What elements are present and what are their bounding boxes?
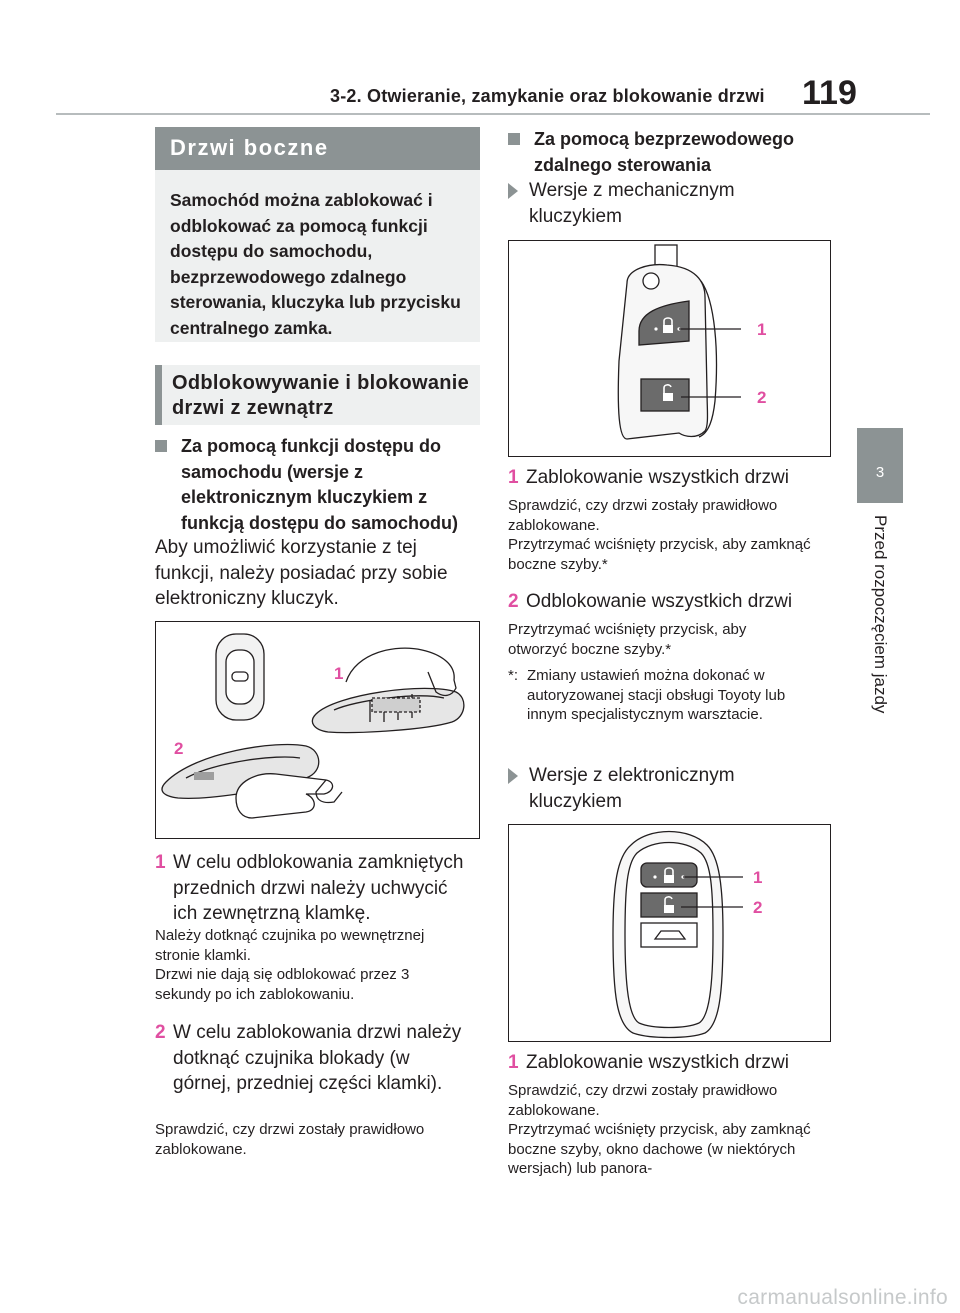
triangle-bullet-icon	[508, 183, 518, 199]
electronic-key-illustration	[509, 825, 830, 1041]
callout-2: 2	[174, 739, 184, 758]
mech-item-1	[508, 465, 833, 491]
elec-item-1	[508, 1050, 833, 1076]
bullet-heading-keyless: Za pomocą funkcji dostępu do samochodu (wersje z elektronicznym kluczykiem z funkcją dostępu do samochodu)	[155, 434, 480, 536]
watermark: carmanualsonline.info	[737, 1286, 948, 1309]
mechanical-key-illustration	[509, 241, 830, 456]
electronic-key-figure	[508, 824, 831, 1042]
callout-2: 2	[753, 898, 763, 917]
footnote	[508, 666, 833, 725]
callout-1: 1	[757, 320, 767, 339]
intro-box	[155, 170, 480, 342]
callout-2: 2	[757, 388, 767, 407]
step-number: 1	[508, 1052, 519, 1073]
subsection-title-text: Odblokowywanie i blokowanie drzwi z zewnątrz	[172, 372, 470, 419]
step-text: Zablokowanie wszystkich drzwi	[526, 467, 789, 488]
callout-1: 1	[753, 868, 763, 887]
footnote-mark: *:	[508, 667, 519, 684]
step-note: Sprawdzić, czy drzwi zostały prawidłowo zablokowane. Przytrzymać wciśnięty przycisk, aby zamknąć boczne szyby, okno dachowe (w niektórych wersjach) lub panora-	[508, 1082, 811, 1177]
step-text: W celu zablokowania drzwi należy dotknąć czujnika blokady (w górnej, przedniej części klamki).	[173, 1022, 462, 1094]
step-note: Sprawdzić, czy drzwi zostały prawidłowo zablokowane. Przytrzymać wciśnięty przycisk, aby zamknąć boczne szyby.*	[508, 497, 811, 573]
step-text: Odblokowanie wszystkich drzwi	[526, 591, 793, 612]
subsection-bar	[155, 365, 162, 425]
door-handle-figure	[155, 621, 480, 839]
step-text: W celu odblokowania zamkniętych przednich drzwi należy uchwycić ich zewnętrzną klamkę.	[173, 852, 464, 924]
header-divider	[56, 113, 930, 115]
step-number: 1	[508, 467, 519, 488]
subsection-title	[155, 365, 480, 425]
step-note: Należy dotknąć czujnika po wewnętrznej stronie klamki. Drzwi nie dają się odblokować przez 3 sekundy po ich zablokowaniu.	[155, 927, 425, 1003]
section-title: Drzwi boczne	[155, 127, 480, 170]
square-bullet-icon	[155, 440, 167, 452]
intro-text: Samochód można zablokować i odblokować za pomocą funkcji dostępu do samochodu, bezprzewodowego zdalnego sterowania, kluczyka lub przycisku centralnego zamka.	[170, 190, 461, 338]
mech-item-2	[508, 589, 833, 615]
chapter-title: Przed rozpoczęciem jazdy	[871, 515, 890, 714]
step-text: Zablokowanie wszystkich drzwi	[526, 1052, 789, 1073]
step-note: Sprawdzić, czy drzwi zostały prawidłowo zablokowane.	[155, 1121, 425, 1158]
step-number: 1	[155, 852, 166, 873]
mech-key-heading: Wersje z mechanicznym kluczykiem	[508, 178, 833, 229]
step-item-1	[155, 850, 480, 927]
triangle-bullet-icon	[508, 768, 518, 784]
mechanical-key-figure	[508, 240, 831, 457]
step-note: Przytrzymać wciśnięty przycisk, aby otworzyć boczne szyby.*	[508, 621, 747, 658]
step-number: 2	[155, 1022, 166, 1043]
door-handle-illustration	[156, 622, 479, 838]
step-number: 2	[508, 591, 519, 612]
chapter-tab: 3	[857, 428, 903, 503]
step-item-2	[155, 1020, 480, 1097]
keyless-body-text: Aby umożliwić korzystanie z tej funkcji, należy posiadać przy sobie elektroniczny kluczyk.	[155, 537, 448, 609]
page-number: 119	[802, 74, 857, 112]
bullet-heading-remote: Za pomocą bezprzewodowego zdalnego sterowania	[508, 127, 833, 178]
footnote-text: Zmiany ustawień można dokonać w autoryzowanej stacji obsługi Toyoty lub innym specjalistycznym warsztacie.	[527, 667, 786, 723]
header-section-title: 3-2. Otwieranie, zamykanie oraz blokowanie drzwi	[330, 86, 765, 106]
elec-key-heading: Wersje z elektronicznym kluczykiem	[508, 763, 833, 814]
square-bullet-icon	[508, 133, 520, 145]
callout-1: 1	[334, 664, 344, 683]
